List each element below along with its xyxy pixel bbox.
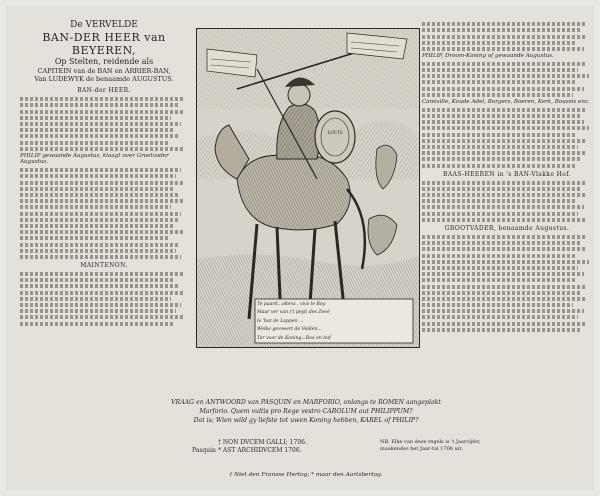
verse-block <box>422 181 592 222</box>
title-line-4: Op Stelten, reidende als <box>54 57 154 66</box>
footer-line-3: Dat is; Wien wild gy liefste tot uwen Koning hebben, KAREL of PHILIP? <box>193 417 419 424</box>
footer-line-2: Marforio. Quem vultis pro Rege vestro CAROLUM aut PHILIPPUM? <box>199 408 413 415</box>
verse-block <box>20 168 188 259</box>
title-line-2: BAN-DER HEER van <box>42 31 166 44</box>
engraving-illustration <box>197 29 419 347</box>
title-line-3: BEYEREN, <box>71 44 137 57</box>
title-line-5: CAPITEIN van de BAN en ARRIER-BAN, <box>37 67 171 75</box>
caption-line: Te paard...ollens . vivo le Roy <box>257 302 326 307</box>
section-subheading: PHILIP, Droom-Koning of gewaande Augustus. <box>422 53 554 60</box>
section-subheading: PHILIP gewaande Augustus, klaagt over Groetvader Augustus. <box>20 152 169 166</box>
verse-block <box>422 22 592 51</box>
footer-text <box>106 398 506 425</box>
section-heading: BAAS-HEEREN in 's BAN-Vlakke Hof. <box>443 170 571 178</box>
title-line-6: Van LUDEWYK de benaamde AUGUSTUS. <box>34 75 174 83</box>
chronogram-note: NB. Elke van deze regels is 't Jaarcijfer, maakendes het Jaar-tal 1706 uit. <box>380 439 481 452</box>
verse-block <box>422 235 592 332</box>
pasquin-label: Pasquin <box>192 447 216 454</box>
footnote: † Niet den Fransse Hertog; * maar den Aartsbertog. <box>229 472 383 478</box>
print-sheet <box>6 6 594 490</box>
chronogram-line: † NON DVCEM GALLI; 1706. <box>218 439 307 446</box>
caption-line: Is 'but de Lappen ... <box>257 318 304 324</box>
section-heading: BAN-der HEER. <box>77 87 131 94</box>
title-line-1: De VERVELDE <box>70 20 138 30</box>
right-text-column <box>422 20 592 350</box>
verse-block <box>422 62 592 97</box>
caption-line: Welke gevoeert de Velden... <box>257 327 322 333</box>
section-heading: MAINTENON. <box>80 261 128 269</box>
chronogram-lines <box>218 439 307 455</box>
print-title <box>20 20 188 83</box>
verse-block <box>20 97 188 151</box>
engraving-caption <box>257 301 411 343</box>
caption-line: Ter voor de Koning...Roe en hof <box>257 335 331 341</box>
verse-block <box>422 108 592 168</box>
footer-line-1: VRAAG en ANTWOORD van PASQUIN en MARFORIO, onlangs te ROMEN aangeplakt <box>171 399 441 406</box>
section-heading: GROOTVADER, benaamde Augustus. <box>444 224 570 232</box>
verse-block <box>20 272 188 326</box>
shield-inscription: LOUIS <box>327 131 343 136</box>
chronogram-block <box>192 439 492 469</box>
engraving-image <box>196 28 420 348</box>
chronogram-line: * AST ARCHIDVCEM 1706. <box>218 447 302 454</box>
left-text-column <box>20 20 188 350</box>
caption-line: Maar ver van ('t peyl) des Zeeë <box>257 310 330 316</box>
section-subheading: Camisille, Koude Adel, Borgers, Boeren, Kerk, Boussis enz. <box>422 99 590 106</box>
